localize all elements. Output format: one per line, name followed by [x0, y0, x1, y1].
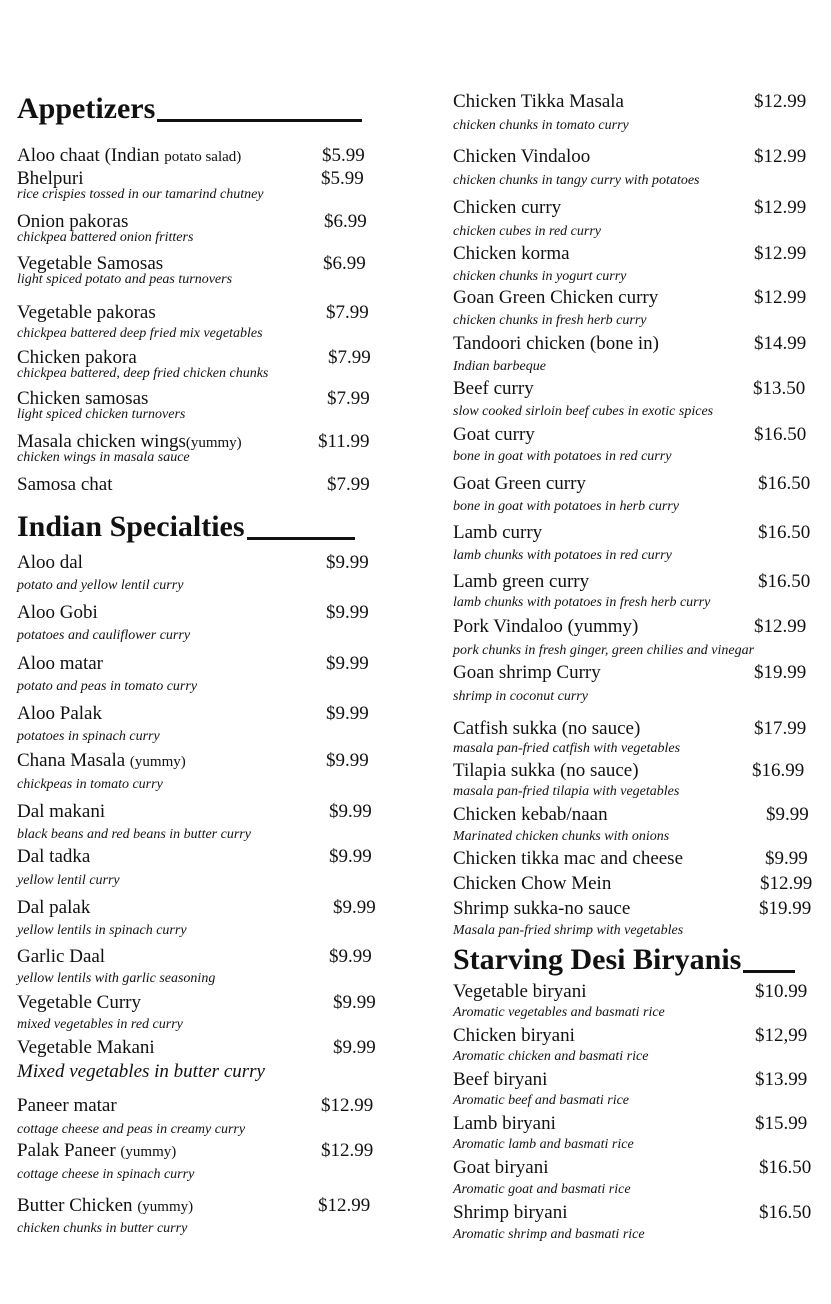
- menu-item-price: $7.99: [328, 347, 371, 368]
- menu-item-price: $9.99: [333, 897, 376, 918]
- menu-item-description: light spiced potato and peas turnovers: [17, 272, 233, 287]
- item-name-text: Chicken korma: [453, 243, 570, 264]
- menu-item-price: $12.99: [754, 616, 807, 637]
- menu-item-price: $16.50: [758, 473, 811, 494]
- menu-item-description: chicken wings in masala sauce: [17, 450, 190, 465]
- menu-item-price: $9.99: [333, 992, 376, 1013]
- menu-item-name: [17, 1037, 155, 1059]
- menu-item-price: $12.99: [754, 243, 807, 264]
- menu-item-price: $6.99: [323, 253, 366, 274]
- menu-item-name: [17, 992, 141, 1014]
- item-name-text: Aloo Palak: [17, 703, 102, 724]
- menu-item-price: $9.99: [326, 653, 369, 674]
- menu-item-price: $5.99: [322, 145, 365, 166]
- menu-item-price: $16.99: [752, 760, 805, 781]
- item-name-text: Vegetable Makani: [17, 1037, 155, 1058]
- menu-item-description: chicken chunks in fresh herb curry: [453, 313, 647, 328]
- item-name-text: Catfish sukka (no sauce): [453, 718, 641, 739]
- item-name-text: Butter Chicken: [17, 1195, 138, 1216]
- menu-item-name: [453, 1157, 549, 1179]
- menu-item-name: [453, 424, 535, 446]
- menu-item-description: Aromatic shrimp and basmati rice: [453, 1227, 645, 1242]
- menu-item-name: [17, 474, 113, 496]
- menu-item-name: [453, 804, 608, 826]
- menu-item-name: [453, 91, 624, 113]
- menu-item-price: $14.99: [754, 333, 807, 354]
- item-name-text: Onion pakoras: [17, 211, 129, 232]
- menu-item-price: $12.99: [754, 197, 807, 218]
- menu-item-name: [453, 981, 586, 1003]
- item-name-text: Dal palak: [17, 897, 91, 918]
- item-name-text: Chicken biryani: [453, 1025, 575, 1046]
- menu-item-description: masala pan-fried tilapia with vegetables: [453, 784, 680, 799]
- menu-item-name: [17, 846, 90, 868]
- item-name-text: Pork Vindaloo (yummy): [453, 616, 639, 637]
- item-name-text: Chicken Chow Mein: [453, 873, 612, 894]
- menu-item-description: Aromatic goat and basmati rice: [453, 1182, 631, 1197]
- menu-item-description: yellow lentil curry: [17, 873, 120, 888]
- menu-item-description: Masala pan-fried shrimp with vegetables: [453, 923, 684, 938]
- item-name-text: Chicken Tikka Masala: [453, 91, 624, 112]
- menu-item-description: chickpeas in tomato curry: [17, 777, 163, 792]
- menu-item-description: lamb chunks with potatoes in red curry: [453, 548, 672, 563]
- item-name-text: Chicken tikka mac and cheese: [453, 848, 684, 869]
- menu-item-description: yellow lentils in spinach curry: [17, 923, 187, 938]
- biryanis-heading: Starving Desi Biryanis: [453, 943, 795, 977]
- menu-item-price: $12.99: [318, 1195, 371, 1216]
- menu-item-name: [453, 718, 640, 740]
- menu-item-description: Marinated chicken chunks with onions: [453, 829, 670, 844]
- menu-item-name: [453, 197, 561, 219]
- menu-item-description: slow cooked sirloin beef cubes in exotic spices: [453, 404, 714, 419]
- item-name-text: Aloo matar: [17, 653, 104, 674]
- item-name-text: Garlic Daal: [17, 946, 106, 967]
- menu-item-price: $12.99: [321, 1140, 374, 1161]
- menu-item-name: [17, 602, 98, 624]
- item-note: (yummy): [185, 435, 242, 451]
- item-note: (yummy): [129, 754, 186, 770]
- menu-item-price: $9.99: [326, 602, 369, 623]
- menu-item-description: potato and yellow lentil curry: [17, 578, 184, 593]
- menu-item-price: $12.99: [754, 146, 807, 167]
- menu-item-price: $7.99: [327, 474, 370, 495]
- menu-item-description: yellow lentils with garlic seasoning: [17, 971, 216, 986]
- menu-item-description: cottage cheese and peas in creamy curry: [17, 1122, 246, 1137]
- menu-item-price: $15.99: [755, 1113, 808, 1134]
- menu-item-description: masala pan-fried catfish with vegetables: [453, 741, 681, 756]
- menu-item-description: Aromatic vegetables and basmati rice: [453, 1005, 665, 1020]
- menu-item-name: [17, 1095, 117, 1117]
- menu-item-name: [17, 145, 241, 168]
- item-name-text: Samosa chat: [17, 474, 113, 495]
- menu-item-description: chicken chunks in butter curry: [17, 1221, 188, 1236]
- item-name-text: Goat curry: [453, 424, 535, 445]
- menu-item-name: [453, 473, 586, 495]
- menu-item-description: Aromatic beef and basmati rice: [453, 1093, 630, 1108]
- menu-item-name: [453, 1069, 547, 1091]
- menu-item-name: [17, 897, 90, 919]
- menu-item-name: [453, 287, 658, 309]
- menu-item-description: chickpea battered, deep fried chicken chunks: [17, 366, 269, 381]
- menu-item-name: [17, 750, 186, 773]
- item-name-text: Vegetable Samosas: [17, 253, 164, 274]
- item-name-text: Aloo Gobi: [17, 602, 98, 623]
- menu-item-name: [453, 571, 589, 593]
- menu-item-price: $13.50: [753, 378, 806, 399]
- menu-item-price: $12,99: [755, 1025, 808, 1046]
- item-name-text: Chana Masala: [17, 750, 130, 771]
- item-name-text: Chicken samosas: [17, 388, 149, 409]
- item-name-text: Palak Paneer: [17, 1140, 121, 1161]
- menu-item-price: $19.99: [759, 898, 812, 919]
- menu-item-price: $12.99: [321, 1095, 374, 1116]
- menu-item-description: light spiced chicken turnovers: [17, 407, 186, 422]
- menu-item-price: $5.99: [321, 168, 364, 189]
- menu-item-description: chicken chunks in tangy curry with potatoes: [453, 173, 700, 188]
- menu-item-name: [453, 662, 601, 684]
- item-name-text: Goat Green curry: [453, 473, 586, 494]
- item-note: (yummy): [120, 1144, 177, 1160]
- menu-item-price: $12.99: [760, 873, 813, 894]
- item-name-text: Vegetable pakoras: [17, 302, 156, 323]
- menu-item-price: $7.99: [326, 302, 369, 323]
- menu-item-description: chicken chunks in yogurt curry: [453, 269, 627, 284]
- menu-item-price: $12.99: [754, 287, 807, 308]
- menu-item-name: [453, 146, 590, 168]
- item-name-text: Aloo dal: [17, 552, 83, 573]
- menu-item-name: [453, 760, 639, 782]
- menu-item-description: Mixed vegetables in butter curry: [17, 1061, 265, 1082]
- menu-item-description: cottage cheese in spinach curry: [17, 1167, 195, 1182]
- menu-item-description: Aromatic chicken and basmati rice: [453, 1049, 649, 1064]
- menu-item-price: $19.99: [754, 662, 807, 683]
- menu-item-name: [453, 1202, 568, 1224]
- item-name-text: Chicken Vindaloo: [453, 146, 591, 167]
- item-name-text: Beef curry: [453, 378, 534, 399]
- menu-item-description: potatoes and cauliflower curry: [17, 628, 191, 643]
- item-name-text: Tandoori chicken (bone in): [453, 333, 660, 354]
- specialties-heading: Indian Specialties: [17, 510, 355, 544]
- menu-item-price: $7.99: [327, 388, 370, 409]
- item-name-text: Lamb green curry: [453, 571, 590, 592]
- item-name-text: Masala chicken wings: [17, 431, 186, 452]
- item-name-text: Vegetable Curry: [17, 992, 141, 1013]
- item-name-text: Beef biryani: [453, 1069, 548, 1090]
- menu-item-price: $9.99: [326, 552, 369, 573]
- menu-item-description: bone in goat with potatoes in red curry: [453, 449, 672, 464]
- menu-item-price: $16.50: [754, 424, 807, 445]
- item-name-text: Dal tadka: [17, 846, 91, 867]
- item-name-text: Chicken curry: [453, 197, 562, 218]
- item-name-text: Dal makani: [17, 801, 106, 822]
- menu-item-description: rice crispies tossed in our tamarind chutney: [17, 187, 264, 202]
- item-name-text: Vegetable biryani: [453, 981, 587, 1002]
- item-name-text: Shrimp sukka-no sauce: [453, 898, 631, 919]
- menu-item-price: $9.99: [329, 801, 372, 822]
- menu-item-name: [453, 243, 570, 265]
- menu-item-price: $10.99: [755, 981, 808, 1002]
- menu-item-description: pork chunks in fresh ginger, green chilies and vinegar: [453, 643, 755, 658]
- item-name-text: Lamb curry: [453, 522, 543, 543]
- menu-item-description: Indian barbeque: [453, 359, 546, 374]
- menu-item-price: $11.99: [318, 431, 370, 452]
- menu-item-name: [453, 898, 630, 920]
- menu-item-description: chicken cubes in red curry: [453, 224, 601, 239]
- item-name-text: Paneer matar: [17, 1095, 117, 1116]
- menu-item-description: chicken chunks in tomato curry: [453, 118, 629, 133]
- menu-item-price: $16.50: [758, 522, 811, 543]
- item-note: (yummy): [137, 1199, 194, 1215]
- appetizers-heading: Appetizers: [17, 92, 362, 126]
- item-name-text: Goat biryani: [453, 1157, 549, 1178]
- menu-item-price: $9.99: [329, 846, 372, 867]
- menu-item-name: [17, 1195, 193, 1218]
- menu-item-name: [453, 616, 638, 638]
- item-name-text: Chicken pakora: [17, 347, 137, 368]
- menu-item-name: [453, 848, 683, 870]
- item-name-text: Shrimp biryani: [453, 1202, 568, 1223]
- item-name-text: Lamb biryani: [453, 1113, 556, 1134]
- menu-item-price: $9.99: [765, 848, 808, 869]
- menu-item-description: bone in goat with potatoes in herb curry: [453, 499, 679, 514]
- menu-item-price: $9.99: [329, 946, 372, 967]
- menu-item-price: $9.99: [326, 703, 369, 724]
- menu-item-name: [17, 801, 105, 823]
- menu-item-price: $17.99: [754, 718, 807, 739]
- menu-item-description: black beans and red beans in butter curry: [17, 827, 251, 842]
- item-name-text: Aloo chaat (Indian: [17, 145, 165, 166]
- menu-item-price: $12.99: [754, 91, 807, 112]
- menu-item-description: potato and peas in tomato curry: [17, 679, 198, 694]
- item-name-text: Goan Green Chicken curry: [453, 287, 659, 308]
- menu-item-price: $13.99: [755, 1069, 808, 1090]
- menu-item-name: [453, 378, 534, 400]
- menu-item-name: [17, 703, 102, 725]
- menu-item-price: $9.99: [766, 804, 809, 825]
- item-name-text: Tilapia sukka (no sauce): [453, 760, 639, 781]
- menu-item-name: [453, 333, 659, 355]
- menu-item-name: [453, 873, 611, 895]
- menu-item-price: $6.99: [324, 211, 367, 232]
- menu-item-price: $16.50: [758, 571, 811, 592]
- menu-item-price: $16.50: [759, 1157, 812, 1178]
- menu-item-name: [453, 522, 542, 544]
- menu-item-description: potatoes in spinach curry: [17, 729, 160, 744]
- menu-item-price: $9.99: [326, 750, 369, 771]
- menu-item-description: lamb chunks with potatoes in fresh herb curry: [453, 595, 711, 610]
- menu-item-name: [17, 302, 156, 324]
- menu-item-name: [453, 1025, 575, 1047]
- menu-item-name: [17, 946, 105, 968]
- menu-item-description: chickpea battered onion fritters: [17, 230, 194, 245]
- menu-item-name: [17, 552, 83, 574]
- item-name-text: Chicken kebab/naan: [453, 804, 608, 825]
- menu-item-description: shrimp in coconut curry: [453, 689, 588, 704]
- menu-item-description: chickpea battered deep fried mix vegetables: [17, 326, 263, 341]
- item-name-text: Bhelpuri: [17, 168, 84, 189]
- menu-item-description: mixed vegetables in red curry: [17, 1017, 183, 1032]
- item-name-text: Goan shrimp Curry: [453, 662, 601, 683]
- menu-item-name: [17, 1140, 176, 1163]
- item-note: potato salad): [164, 149, 242, 165]
- menu-item-price: $16.50: [759, 1202, 812, 1223]
- menu-item-name: [17, 653, 103, 675]
- menu-item-name: [453, 1113, 556, 1135]
- menu-item-price: $9.99: [333, 1037, 376, 1058]
- menu-item-description: Aromatic lamb and basmati rice: [453, 1137, 634, 1152]
